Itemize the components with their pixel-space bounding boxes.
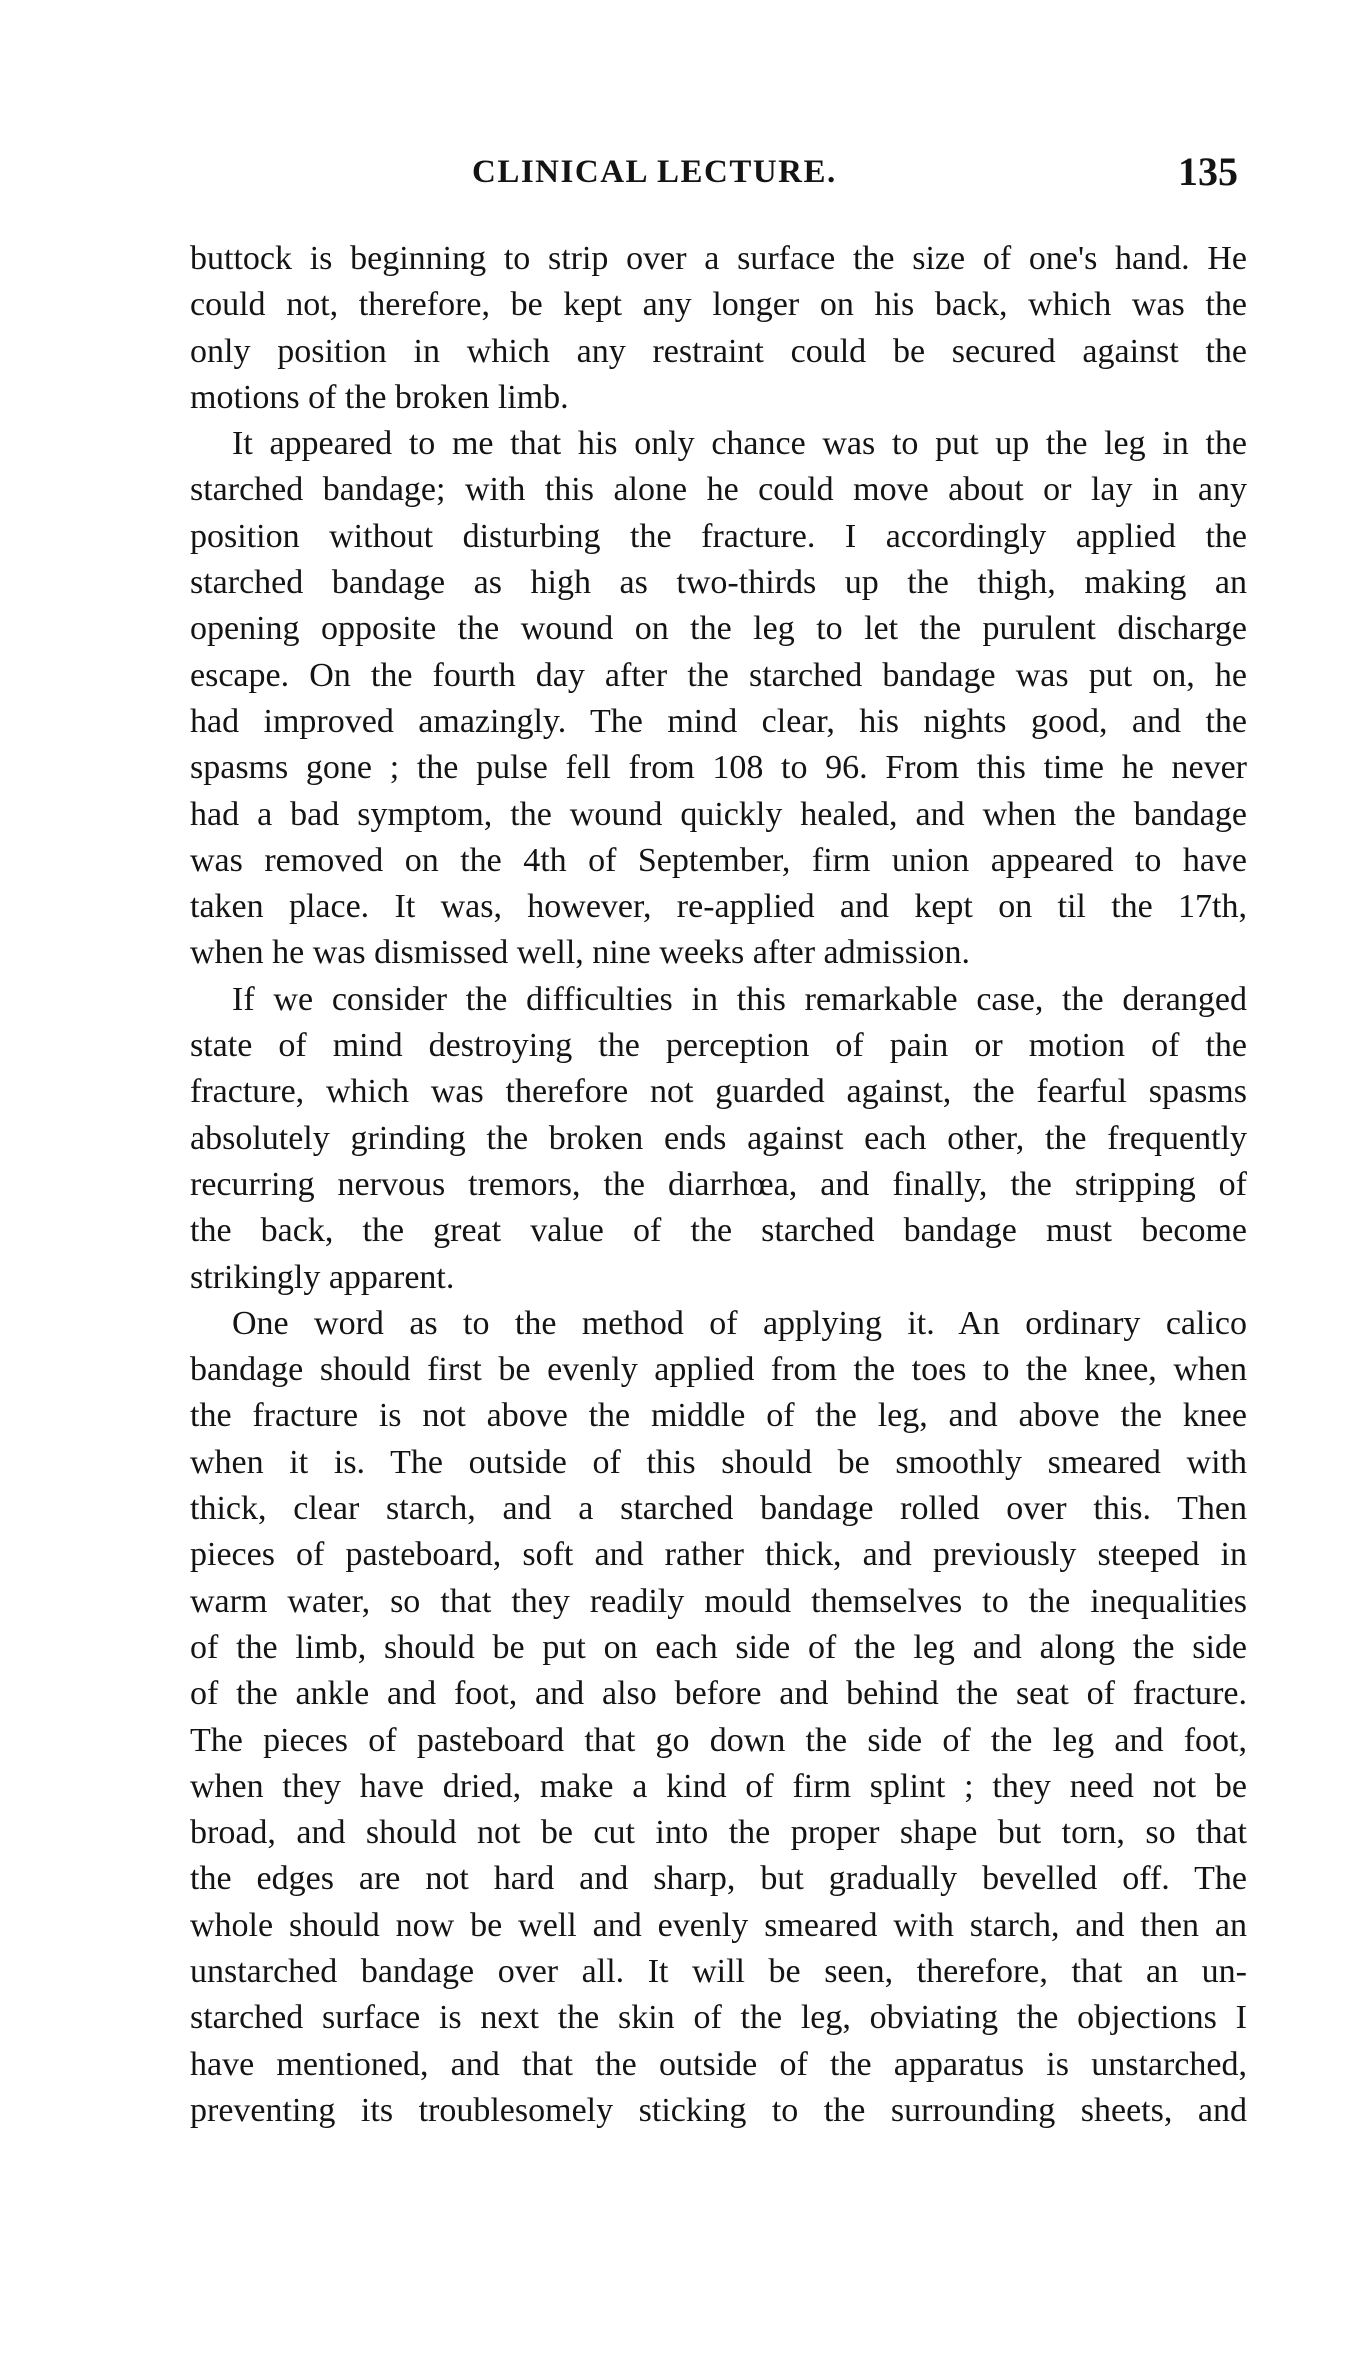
text-line: of the limb, should be put on each side of the leg and along the side bbox=[190, 1628, 1247, 1666]
text-line: spasms gone ; the pulse fell from 108 to 96. From this time he never bbox=[190, 749, 1247, 787]
text-line: taken place. It was, however, re-applied and kept on til the 17th, bbox=[190, 888, 1247, 926]
text-line: the back, the great value of the starched bandage must become bbox=[190, 1212, 1247, 1250]
text-line: was removed on the 4th of September, firm union appeared to have bbox=[190, 841, 1247, 879]
text-line: warm water, so that they readily mould themselves to the inequalities bbox=[190, 1582, 1247, 1620]
text-line: starched surface is next the skin of the leg, obviating the objections I bbox=[190, 1999, 1247, 2037]
text-line: the edges are not hard and sharp, but gradually bevelled off. The bbox=[190, 1860, 1247, 1898]
text-line: It appeared to me that his only chance was to put up the leg in the bbox=[232, 425, 1247, 463]
text-line: had a bad symptom, the wound quickly healed, and when the bandage bbox=[190, 795, 1247, 833]
text-line: escape. On the fourth day after the starched bandage was put on, he bbox=[190, 656, 1247, 694]
text-line: starched bandage; with this alone he could move about or lay in any bbox=[190, 471, 1247, 509]
running-head-title: CLINICAL LECTURE. bbox=[472, 154, 837, 190]
text-line: buttock is beginning to strip over a surface the size of one's hand. He bbox=[190, 240, 1247, 277]
text-line: opening opposite the wound on the leg to let the purulent discharge bbox=[190, 610, 1247, 648]
running-head bbox=[462, 148, 1262, 198]
text-line: recurring nervous tremors, the diarrhœa, and finally, the stripping of bbox=[190, 1165, 1247, 1203]
text-line: whole should now be well and evenly smeared with starch, and then an bbox=[190, 1906, 1247, 1944]
text-line: absolutely grinding the broken ends against each other, the frequently bbox=[190, 1119, 1247, 1157]
text-line: motions of the broken limb. bbox=[190, 378, 569, 416]
text-line: the fracture is not above the middle of the leg, and above the knee bbox=[190, 1397, 1247, 1435]
text-line: If we consider the difficulties in this remarkable case, the deranged bbox=[232, 980, 1247, 1018]
text-line: preventing its troublesomely sticking to the surrounding sheets, and bbox=[190, 2091, 1247, 2129]
text-line: could not, therefore, be kept any longer on his back, which was the bbox=[190, 286, 1247, 324]
text-line: The pieces of pasteboard that go down the side of the leg and foot, bbox=[190, 1721, 1247, 1759]
text-line: thick, clear starch, and a starched bandage rolled over this. Then bbox=[190, 1490, 1247, 1528]
text-line: of the ankle and foot, and also before and behind the seat of fracture. bbox=[190, 1675, 1247, 1713]
text-line: position without disturbing the fracture. I accordingly applied the bbox=[190, 517, 1247, 555]
text-line: have mentioned, and that the outside of the apparatus is unstarched, bbox=[190, 2045, 1247, 2083]
text-line: starched bandage as high as two-thirds up the thigh, making an bbox=[190, 564, 1247, 602]
text-line: One word as to the method of applying it. An ordinary calico bbox=[232, 1304, 1247, 1342]
text-line: only position in which any restraint could be secured against the bbox=[190, 332, 1247, 370]
text-line: when they have dried, make a kind of firm splint ; they need not be bbox=[190, 1767, 1247, 1805]
text-line: broad, and should not be cut into the proper shape but torn, so that bbox=[190, 1814, 1247, 1852]
page-number: 135 bbox=[1178, 149, 1238, 194]
text-line: state of mind destroying the perception of pain or motion of the bbox=[190, 1027, 1247, 1065]
text-line: bandage should first be evenly applied from the toes to the knee, when bbox=[190, 1351, 1247, 1389]
text-line: strikingly apparent. bbox=[190, 1258, 455, 1296]
text-line: when he was dismissed well, nine weeks after admission. bbox=[190, 934, 970, 972]
text-line: when it is. The outside of this should be smoothly smeared with bbox=[190, 1443, 1247, 1481]
text-line: fracture, which was therefore not guarded against, the fearful spasms bbox=[190, 1073, 1247, 1111]
text-line: unstarched bandage over all. It will be seen, therefore, that an un- bbox=[190, 1952, 1247, 1990]
body-text bbox=[190, 236, 1247, 2134]
text-line: pieces of pasteboard, soft and rather thick, and previously steeped in bbox=[190, 1536, 1247, 1574]
text-line: had improved amazingly. The mind clear, his nights good, and the bbox=[190, 702, 1247, 740]
